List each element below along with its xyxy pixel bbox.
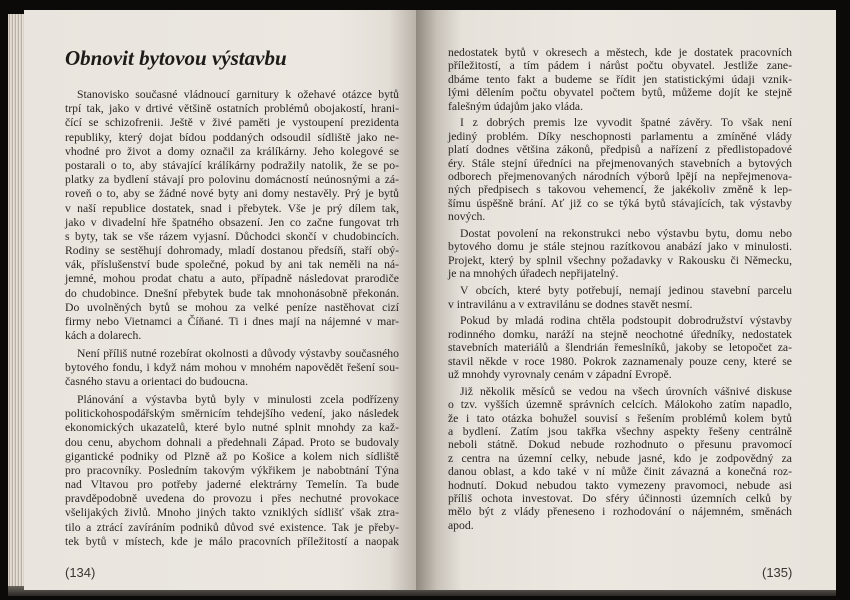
text-line: apod. (448, 518, 474, 532)
text-line: stavebních materiálů a šlendrián řemeslníků, jakoby se letopočet za- (448, 341, 792, 355)
text-line: platí dodnes většina zákonů, předpisů a nařízení z předlistopadové (448, 143, 792, 157)
text-line: platky za bydlení stávají pro polovinu domácností neúnosnými a zá- (65, 173, 399, 187)
text-line: jediný problém. Díky neschopnosti parlamentu a zmíněné vlády (448, 129, 792, 143)
text-line: v naší republice dostatek, snad i přebytek. Vše je prý dílem tak, (65, 201, 399, 215)
text-line: čící se schizofrenii. Ještě v živé paměti je vystoupení prezidenta (65, 116, 399, 130)
right-page (416, 10, 836, 590)
text-line: příležitostí, a tím pádem i nárůst počtu obyvatel. Jestliže zane- (448, 59, 792, 73)
text-line: Pokud by mladá rodina chtěla podstoupit dobrodružství výstavby (460, 314, 792, 328)
text-line: v intravilánu a v extravilánu se dodnes stavět nesmí. (448, 297, 693, 311)
left-page (24, 10, 416, 590)
text-line: příliš ochota investovat. Do sféry účinnosti územních celků by (448, 492, 792, 505)
text-line: Dostat povolení na rekonstrukci nebo výstavbu bytu, domu nebo (460, 227, 792, 241)
right-page-body (448, 46, 792, 536)
text-line: éry. Stále stejní úředníci na přejmenovaných stavebních a bytových (448, 156, 792, 170)
text-line: rodinného domku, naráží na stejně neochotné úředníky, nedostatek (448, 327, 792, 341)
text-line: odborech přejmenovaných národních výborů lpějí na nepřejmenova- (448, 170, 792, 184)
paragraph (448, 116, 792, 223)
text-line: Do uvolněných bytů se mohou za velké peníze nastěhovat cizí (65, 300, 399, 314)
text-line: postarali o to, aby stávající králíkárny podražily natolik, že se po- (65, 158, 399, 172)
text-line: nedostatek bytů v okresech a městech, kde je dostatek pracovních (448, 46, 792, 59)
text-line: a bydlení. Zatím jsou takřka všechny aspekty řešeny centrálně (448, 425, 792, 439)
text-line: bytového domu je stále stejnou razítkovou anabází jako v minulosti. (448, 240, 792, 254)
paragraph (448, 314, 792, 381)
text-line: do chudobince. Dnešní přebytek bude tak mnohonásobně překonán. (65, 286, 399, 300)
paragraph (448, 227, 792, 281)
text-line: časného stavu a orientaci do budoucna. (65, 375, 249, 389)
text-line: trpí tak, jako v drtivé většině ostatních problémů obojakostí, hrani- (65, 102, 399, 116)
text-line: vhodné pro život a domy označil za králíkárny. Jeho kolegové se (65, 144, 399, 158)
text-line: politickohospodářským směrnicím tehdejšího vedení, jako následek (65, 407, 399, 421)
page-number-left: (134) (65, 565, 96, 580)
text-line: dou cenu, abychom dohnali a předehnali Západ. Proto se budovaly (65, 435, 399, 449)
text-line: jako v divadelní hře špatného obsazení. Jen co začne fungovat trh (65, 215, 399, 229)
text-line: nových. (448, 210, 486, 224)
text-line: gigantické podniky od Plzně až po Košice a kolem nich sídliště (65, 449, 399, 463)
text-line: I z dobrých premis lze vyvodit špatné závěry. To však není (460, 116, 792, 130)
text-line: Stanovisko současné vládnoucí garnitury k ožehavé otázce bytů (77, 88, 399, 101)
text-line: kách a dolarech. (65, 329, 142, 343)
text-line: všelijakých živlů. Mnoho jiných takto vzniklých sídlišť však ztra- (65, 506, 399, 520)
text-line: Rodiny se sestěhují dohromady, mladí dostanou předsíň, staří obý- (65, 244, 399, 258)
paragraph (448, 46, 792, 113)
text-line: hodnutí. Dokud nebudou takto vymezeny pravomoci, nebude asi (448, 478, 792, 492)
text-line: jemné, mohou prodat chatu a auto, případně následovat prarodiče (65, 272, 399, 286)
text-line: tek bytů v místech, kde je málo pracovních příležitostí a naopak (65, 534, 399, 548)
page-number-right: (135) (762, 565, 793, 580)
text-line: lými dělením počtu obyvatel počtem bytů, můžeme dojít ke stejně (448, 86, 792, 100)
text-line: roveň o to, aby se žádné nové byty ani domy nestavěly. Prý je bytů (65, 187, 399, 201)
text-line: Projekt, který by splnil všechny požadavky v Rakousku či Německu, (448, 253, 792, 267)
text-line: Není příliš nutné rozebírat okolnosti a důvody výstavby současného (77, 346, 399, 360)
text-line: dbáme tento fakt a budeme se řídit jen statistickými údaji vznik- (448, 72, 792, 86)
left-page-body (65, 88, 399, 553)
text-line: V obcích, které byty potřebují, nemají jedinou stavební parcelu (460, 284, 792, 298)
text-line: o tzv. vyšších územně správních celcích. Málokoho zatím napadlo, (448, 398, 792, 412)
text-line: stavil někde v roce 1980. Pokrok zaznamenaly pouze ceny, které se (448, 354, 792, 368)
text-line: pro pracovníky. Posledním takovým výkřikem je nabobtnání Týna (65, 463, 399, 477)
paragraph (448, 284, 792, 311)
text-line: ekonomických ukazatelů, které bylo nutné splnit mnohdy za kaž- (65, 421, 399, 435)
text-line: nad Vltavou pro potřeby jaderné elektrárny Temelín. Ta bude (65, 478, 399, 492)
text-line: danou oblast, a kdo také v ní může činit závazná a konečná roz- (448, 465, 792, 479)
paragraph (65, 88, 399, 343)
text-line: tilo a ztrácí zavíráním podniků důvod své existence. Tak je přeby- (65, 520, 399, 534)
text-line: vák, příslušenství bude společné, pokud by ani tak neměli na ná- (65, 258, 399, 272)
text-line: mělo být z vlády přeneseno i rozhodování o nájemném, směnách (448, 505, 792, 519)
text-line: neboli státně. Dokud nebude rozhodnuto o přesunu pravomocí (448, 438, 792, 452)
text-line: už mnohdy vyrovnaly cenám v západní Evropě. (448, 367, 672, 381)
text-line: z centra na územní celky, nebude jasné, kdo je zodpovědný za (448, 451, 792, 465)
chapter-title: Obnovit bytovou výstavbu (65, 46, 287, 70)
text-line: ných předpisech s takovou vehemencí, že jakékoliv změně k lep- (448, 183, 792, 197)
paragraph (65, 393, 399, 549)
text-line: Již několik měsíců se vedou na všech úrovních vášnivé diskuse (460, 384, 792, 398)
text-line: Plánování a výstavba bytů byly v minulosti zcela podřízeny (77, 392, 399, 406)
paragraph (448, 385, 792, 532)
text-line: pravděpodobně uvedena do provozu i přes nechutné provokace (65, 492, 399, 506)
text-line: bytového fondu, i když nám mohou v mnohém napovědět řešení sou- (65, 361, 399, 375)
text-line: falešným údajům jako vláda. (448, 99, 584, 113)
text-line: republiky, který dojat bídou poddaných odsoudil sídliště jako ne- (65, 130, 399, 144)
text-line: šímu úspěšně brání. Ať již co se týká bytů stávajících, tak výstavby (448, 196, 792, 210)
text-line: že i tato otázka bohužel souvisí s řešením problémů kolem bytů (448, 411, 792, 425)
text-line: s byty, tak se vše rázem vyjasní. Důchodci skončí v chudobincích. (65, 229, 399, 243)
text-line: je na mnohých úřadech nepřijatelný. (448, 267, 619, 281)
paragraph (65, 347, 399, 390)
text-line: firmy nebo Vietnamci a Číňané. Ti i dnes mají na nájemné v mar- (65, 315, 399, 328)
